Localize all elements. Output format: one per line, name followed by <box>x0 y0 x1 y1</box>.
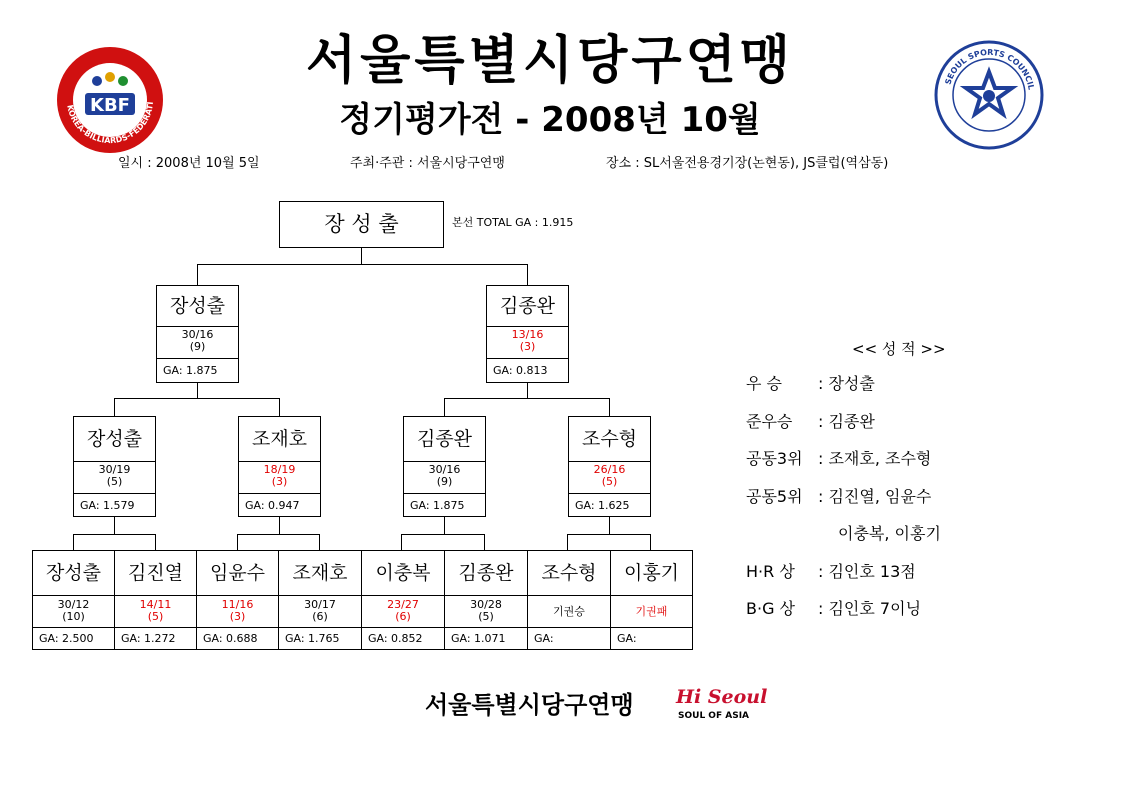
player-score: 30/17 <box>304 598 336 611</box>
connector-line <box>609 398 610 416</box>
player-ga: GA: 0.688 <box>203 632 258 645</box>
kbf-logo <box>55 45 165 155</box>
connector-line <box>319 534 320 550</box>
info-host: 주최·주관 : 서울시당구연맹 <box>350 156 505 171</box>
results-row <box>746 412 1076 450</box>
info-date: 일시 : 2008년 10월 5일 <box>118 156 260 171</box>
player-score: 30/12 <box>57 598 90 611</box>
connector-line <box>197 382 198 398</box>
connector-line <box>361 247 362 264</box>
player-innings: (5) <box>106 475 123 488</box>
semi-player-3 <box>403 416 486 517</box>
connector-line <box>73 534 156 535</box>
player-name: 이홍기 <box>611 551 692 596</box>
connector-line <box>279 516 280 534</box>
connector-line <box>527 264 528 285</box>
player-score: 14/11 <box>139 598 172 611</box>
final-player-2 <box>486 285 569 383</box>
player-name: 이충복 <box>362 551 444 596</box>
player-name: 조수형 <box>528 551 610 596</box>
footer-org: 서울특별시당구연맹 <box>425 691 634 719</box>
connector-line <box>444 398 445 416</box>
page-subtitle: 정기평가전 - 2008년 10월 <box>339 100 761 140</box>
player-name: 김종완 <box>445 551 527 596</box>
player-name: 조수형 <box>569 417 650 462</box>
player-score: 26/16 <box>593 463 626 476</box>
player-ga: GA: 1.875 <box>410 499 465 512</box>
semi-player-2 <box>238 416 321 517</box>
quarter-player-1 <box>32 550 115 650</box>
semi-player-1 <box>73 416 156 517</box>
player-name: 장성출 <box>157 286 238 327</box>
connector-line <box>73 534 74 550</box>
player-ga: GA: 1.272 <box>121 632 176 645</box>
player-score: 23/27 <box>387 598 419 611</box>
connector-line <box>609 516 610 534</box>
results-value: : 조재호, 조수형 <box>818 449 932 468</box>
connector-line <box>114 516 115 534</box>
results-row <box>746 449 1076 487</box>
results-value: : 김종완 <box>818 411 875 431</box>
results-label: 준우승 <box>746 411 793 431</box>
soul-of-asia-text: SOUL OF ASIA <box>678 711 750 721</box>
player-innings: (5) <box>478 610 494 623</box>
connector-line <box>401 534 485 535</box>
player-ga: GA: 1.625 <box>575 499 630 512</box>
player-name: 김종완 <box>487 286 568 327</box>
quarter-player-4 <box>278 550 362 650</box>
player-innings: (5) <box>147 610 164 623</box>
player-ga: GA: 1.071 <box>451 632 506 645</box>
player-innings: (3) <box>229 610 246 623</box>
player-ga: GA: 2.500 <box>39 632 94 645</box>
player-innings: (9) <box>189 340 206 353</box>
player-result: 기권승 <box>528 596 610 628</box>
player-ga: GA: 0.852 <box>368 632 423 645</box>
player-name: 임윤수 <box>197 551 278 596</box>
player-name: 조재호 <box>279 551 361 596</box>
player-score: 11/16 <box>221 598 254 611</box>
player-name: 조재호 <box>239 417 320 462</box>
player-ga: GA: 1.579 <box>80 499 135 512</box>
player-ga: GA: <box>534 632 554 645</box>
connector-line <box>567 534 651 535</box>
connector-line <box>114 398 280 399</box>
hi-seoul-logo <box>676 684 766 732</box>
connector-line <box>401 534 402 550</box>
champion-box <box>279 201 444 248</box>
results-list <box>746 374 1076 637</box>
player-name: 장성출 <box>74 417 155 462</box>
results-row <box>746 599 1076 637</box>
connector-line <box>114 398 115 416</box>
svg-text:KBF: KBF <box>90 95 130 116</box>
player-name: 장성출 <box>33 551 114 596</box>
results-value: : 장성출 <box>818 374 875 393</box>
info-place: 장소 : SL서울전용경기장(논현동), JS클럽(역삼동) <box>606 156 889 171</box>
player-ga: GA: <box>617 632 637 645</box>
page-title: 서울특별시당구연맹 <box>305 31 795 91</box>
connector-line <box>567 534 568 550</box>
results-label: 우 승 <box>746 374 782 393</box>
results-label: 공동5위 <box>746 486 803 506</box>
player-score: 30/16 <box>428 463 461 476</box>
player-score: 30/19 <box>98 463 131 476</box>
connector-line <box>444 516 445 534</box>
results-label: 공동3위 <box>746 449 803 468</box>
player-innings: (6) <box>312 610 328 623</box>
connector-line <box>197 264 198 285</box>
connector-line <box>484 534 485 550</box>
quarter-player-6 <box>444 550 528 650</box>
quarter-player-5 <box>361 550 445 650</box>
connector-line <box>237 534 320 535</box>
player-ga: GA: 1.765 <box>285 632 340 645</box>
semi-player-4 <box>568 416 651 517</box>
player-innings: (3) <box>519 340 536 353</box>
quarter-player-7 <box>527 550 611 650</box>
player-innings: (3) <box>271 475 288 488</box>
results-row <box>746 524 1076 562</box>
player-score: 13/16 <box>511 328 544 341</box>
player-score: 30/28 <box>470 598 502 611</box>
player-ga: GA: 0.813 <box>493 364 548 377</box>
quarter-player-3 <box>196 550 279 650</box>
connector-line <box>237 534 238 550</box>
results-title: << 성 적 >> <box>852 340 946 358</box>
results-label: H·R 상 <box>746 561 795 581</box>
results-value: : 김진열, 임윤수 <box>818 486 932 506</box>
results-value: : 김인호 13점 <box>818 561 916 581</box>
player-ga: GA: 0.947 <box>245 499 300 512</box>
hi-seoul-text: Hi Seoul <box>676 686 768 708</box>
connector-line <box>197 264 528 265</box>
player-innings: (10) <box>62 610 85 623</box>
results-label: B·G 상 <box>746 599 796 618</box>
connector-line <box>527 382 528 398</box>
results-row <box>746 562 1076 600</box>
player-score: 30/16 <box>181 328 214 341</box>
quarter-player-2 <box>114 550 197 650</box>
seoul-sports-council-logo <box>934 40 1044 150</box>
connector-line <box>444 398 610 399</box>
svg-text:SEOUL SPORTS COUNCIL: SEOUL SPORTS COUNCIL <box>943 47 1036 91</box>
results-value: : 김인호 7이닝 <box>818 599 922 618</box>
player-innings: (5) <box>601 475 618 488</box>
quarter-player-8 <box>610 550 693 650</box>
player-result: 기권패 <box>611 596 692 628</box>
champion-total-ga: 본선 TOTAL GA : 1.915 <box>452 216 574 229</box>
connector-line <box>155 534 156 550</box>
results-row <box>746 487 1076 525</box>
player-innings: (6) <box>395 610 411 623</box>
player-name: 김종완 <box>404 417 485 462</box>
connector-line <box>650 534 651 550</box>
results-row <box>746 374 1076 412</box>
champion-name: 장 성 출 <box>324 212 399 236</box>
player-ga: GA: 1.875 <box>163 364 218 377</box>
svg-text:KOREA-BILLIARDS-FEDERATION: KOREA-BILLIARDS-FEDERATI <box>65 101 155 146</box>
player-innings: (9) <box>436 475 453 488</box>
results-value: 이충복, 이홍기 <box>838 524 941 543</box>
connector-line <box>279 398 280 416</box>
final-player-1 <box>156 285 239 383</box>
player-name: 김진열 <box>115 551 196 596</box>
player-score: 18/19 <box>263 463 296 476</box>
